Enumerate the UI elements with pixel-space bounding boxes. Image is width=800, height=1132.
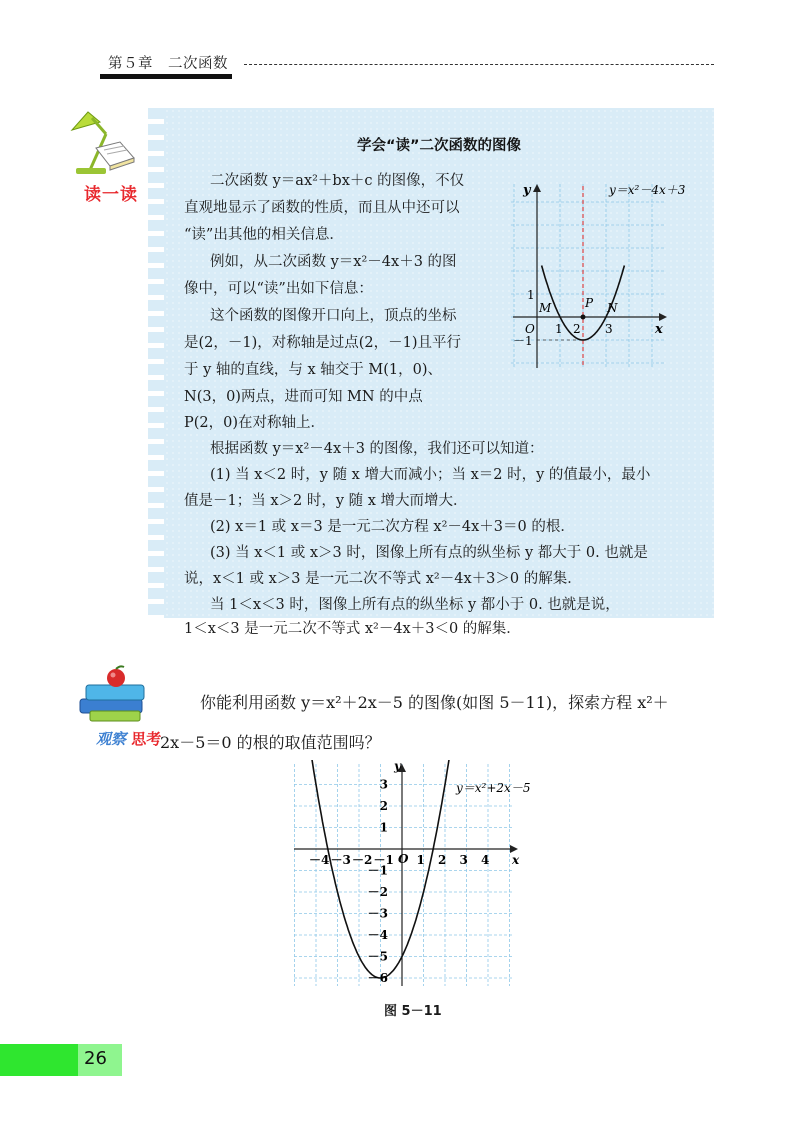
graph2-x-tick: 2 [438, 853, 447, 867]
graph2-x-tick: －4 [309, 853, 330, 867]
graph2-x-arrow [510, 845, 518, 853]
graph1-curve-label: y＝x²－4x＋3 [609, 183, 686, 197]
read-line-4: 例如，从二次函数 y＝x²－4x＋3 的图 [210, 254, 457, 270]
graph1-x-arrow [659, 313, 667, 321]
think-label-think: 思考 [131, 730, 162, 748]
graph2-x-tick: 1 [416, 853, 425, 867]
graph1-label-M: M [539, 301, 552, 315]
read-section-label: 读一读 [84, 185, 138, 205]
graph1-tick-3x: 3 [605, 322, 613, 336]
read-box-title: 学会“读”二次函数的图像 [356, 138, 522, 154]
graph2-axis-label-x: x [512, 853, 520, 867]
graph1-grid [511, 184, 665, 368]
read-line-9: N(3，0)两点，进而可知 MN 的中点 [184, 389, 423, 405]
chapter-title: 第５章 二次函数 [108, 56, 228, 72]
read-line-15: (3) 当 x＜1 或 x＞3 时，图像上所有点的纵坐标 y 都大于 0. 也就是 [210, 545, 648, 561]
question-line-1: 你能利用函数 y＝x²＋2x－5 的图像(如图 5－11)，探索方程 x²＋ [200, 693, 669, 712]
graph1-axis-label-y: y [523, 183, 531, 198]
graph2-axis-label-y: y [394, 760, 401, 773]
graph2-y-tick: －4 [367, 928, 388, 942]
graph1-tick-1x: 1 [555, 322, 563, 336]
graph2-x-tick: 3 [459, 853, 468, 867]
graph2-y-tick: －5 [367, 949, 388, 964]
read-line-18: 1＜x＜3 是一元二次不等式 x²－4x＋3＜0 的解集． [184, 621, 521, 637]
graph2-y-tick: －2 [367, 885, 388, 899]
graph2-x-tick: －3 [330, 853, 351, 867]
graph2-curve-label: y＝x²+2x－5 [456, 781, 530, 795]
read-line-2: 直观地显示了函数的性质，而且从中还可以 [184, 200, 460, 216]
graph1-label-N: N [607, 301, 618, 315]
graph2-origin-label: O [398, 852, 409, 866]
read-line-7: 是(2，－1)，对称轴是过点(2，－1)且平行 [184, 335, 462, 351]
graph1-label-P: P [585, 296, 594, 310]
graph1-point-P [581, 315, 586, 320]
header-underline [100, 74, 232, 79]
graph2-y-tick: 1 [379, 820, 388, 835]
read-line-13: 值是－1；当 x＞2 时，y 随 x 增大而增大． [184, 493, 468, 509]
question-line-2: 2x－5＝0 的根的取值范围吗？ [160, 733, 381, 752]
graph-parabola-2 [290, 760, 530, 990]
graph2-y-tick: －3 [367, 906, 388, 921]
read-line-14: (2) x＝1 或 x＝3 是一元二次方程 x²－4x＋3＝0 的根． [210, 519, 575, 535]
figure-caption: 图 5－11 [384, 1004, 442, 1019]
read-line-10: P(2，0)在对称轴上． [184, 415, 326, 431]
graph2-x-tick: －2 [352, 853, 373, 867]
graph1-tick-neg1y: －1 [513, 334, 533, 348]
graph1-origin-label: O [525, 322, 535, 336]
read-line-16: 说，x＜1 或 x＞3 是一元二次不等式 x²－4x＋3＞0 的解集． [184, 571, 582, 587]
graph1-y-arrow [533, 184, 541, 192]
read-line-5: 像中，可以“读”出如下信息： [184, 281, 373, 297]
page-number: 26 [84, 1048, 107, 1069]
desk-lamp-book-icon [62, 100, 142, 180]
graph2-x-tick: 4 [481, 853, 490, 867]
graph2-y-tick: 3 [379, 777, 388, 792]
books-apple-icon [70, 665, 160, 735]
think-label-observe: 观察 [96, 730, 127, 748]
header-dashed-rule [244, 64, 714, 65]
read-line-8: 于 y 轴的直线，与 x 轴交于 M(1，0)、 [184, 362, 443, 378]
graph1-tick-2x: 2 [573, 322, 581, 336]
graph1-axis-label-x: x [655, 322, 663, 337]
read-line-6: 这个函数的图像开口向上，顶点的坐标 [210, 308, 457, 324]
read-info-box [164, 108, 714, 637]
graph2-y-tick: 2 [379, 799, 388, 813]
read-line-3: “读”出其他的相关信息． [184, 227, 344, 243]
graph2-y-tick-labels [368, 778, 388, 986]
graph1-tick-1y: 1 [527, 288, 535, 302]
read-line-1: 二次函数 y＝ax²＋bx＋c 的图像，不仅 [210, 173, 465, 189]
read-line-11: 根据函数 y＝x²－4x＋3 的图像，我们还可以知道： [210, 441, 544, 457]
graph2-x-tick: －1 [373, 853, 394, 867]
read-line-17: 当 1＜x＜3 时，图像上所有点的纵坐标 y 都小于 0. 也就是说， [210, 597, 620, 613]
graph-parabola-1 [509, 178, 689, 378]
think-section-label [96, 728, 161, 749]
graph2-y-tick: －1 [367, 863, 388, 878]
graph2-y-tick: －6 [367, 971, 388, 985]
read-line-12: (1) 当 x＜2 时，y 随 x 增大而减小；当 x＝2 时，y 的值最小，最小 [210, 467, 651, 483]
